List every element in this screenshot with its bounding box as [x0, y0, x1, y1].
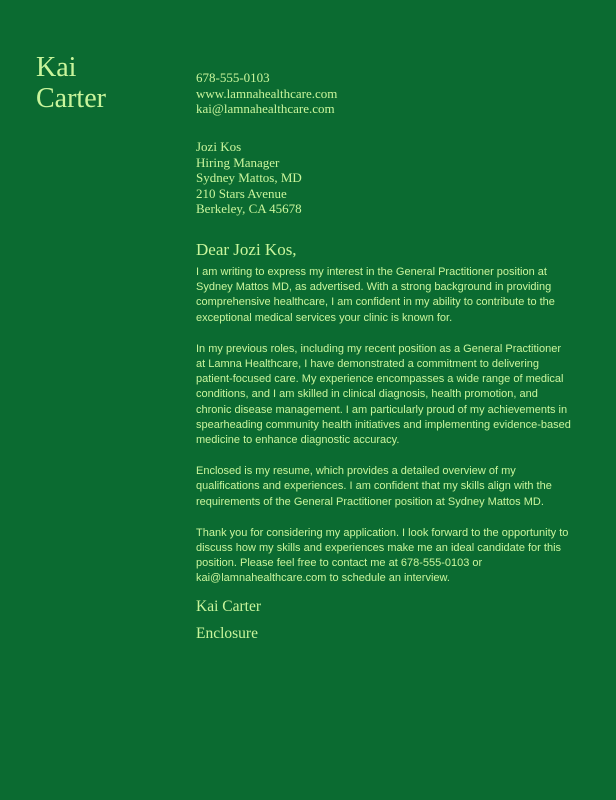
recipient-street: 210 Stars Avenue — [196, 185, 287, 201]
body-paragraph: In my previous roles, including my recent position as a General Practitioner at Lamna Healthcare, I have demonstrated a commitment to delivering patient-focused care. My experience encompasses a wide range of medical conditions, and I am skilled in clinical diagnosis, health promotion, and chronic disease management. I am particularly proud of my achievements in spearheading community health initiatives and implementing evidence-based medicine to enhance diagnostic accuracy. — [196, 342, 571, 447]
sender-first-name: Kai — [36, 52, 77, 83]
sender-website: www.lamnahealthcare.com — [196, 85, 338, 101]
sender-last-name: Carter — [36, 83, 106, 114]
recipient-name: Jozi Kos — [196, 139, 242, 154]
recipient-city: Berkeley, CA 45678 — [196, 201, 302, 216]
salutation: Dear Jozi Kos, — [196, 240, 297, 259]
closing-signature-name: Kai Carter — [196, 598, 261, 615]
recipient-title: Hiring Manager — [196, 154, 280, 170]
recipient-company: Sydney Mattos, MD — [196, 170, 302, 185]
sender-contact-block — [196, 70, 337, 117]
body-paragraph: Enclosed is my resume, which provides a detailed overview of my qualifications and experiences. I am confident that my skills align with the requirements of the General Practitioner position at Sydney Mattos MD. — [196, 465, 552, 508]
body-paragraph: I am writing to express my interest in the General Practitioner position at Sydney Mattos MD, as advertised. With a strong background in providing comprehensive healthcare, I am confident in my ability to contribute to the exceptional medical services your clinic is known for. — [196, 266, 555, 324]
letter-body — [196, 265, 572, 603]
sender-name — [36, 52, 106, 114]
body-paragraph: Thank you for considering my application. I look forward to the opportunity to discuss how my skills and experiences make me an ideal candidate for this position. Please feel free to contact me at 678-555-0103 or kai@lamnahealthcare.com to schedule an interview. — [196, 526, 569, 585]
sender-phone: 678-555-0103 — [196, 70, 270, 85]
recipient-block — [196, 139, 302, 217]
sender-email: kai@lamnahealthcare.com — [196, 101, 335, 116]
enclosure-label: Enclosure — [196, 625, 258, 642]
